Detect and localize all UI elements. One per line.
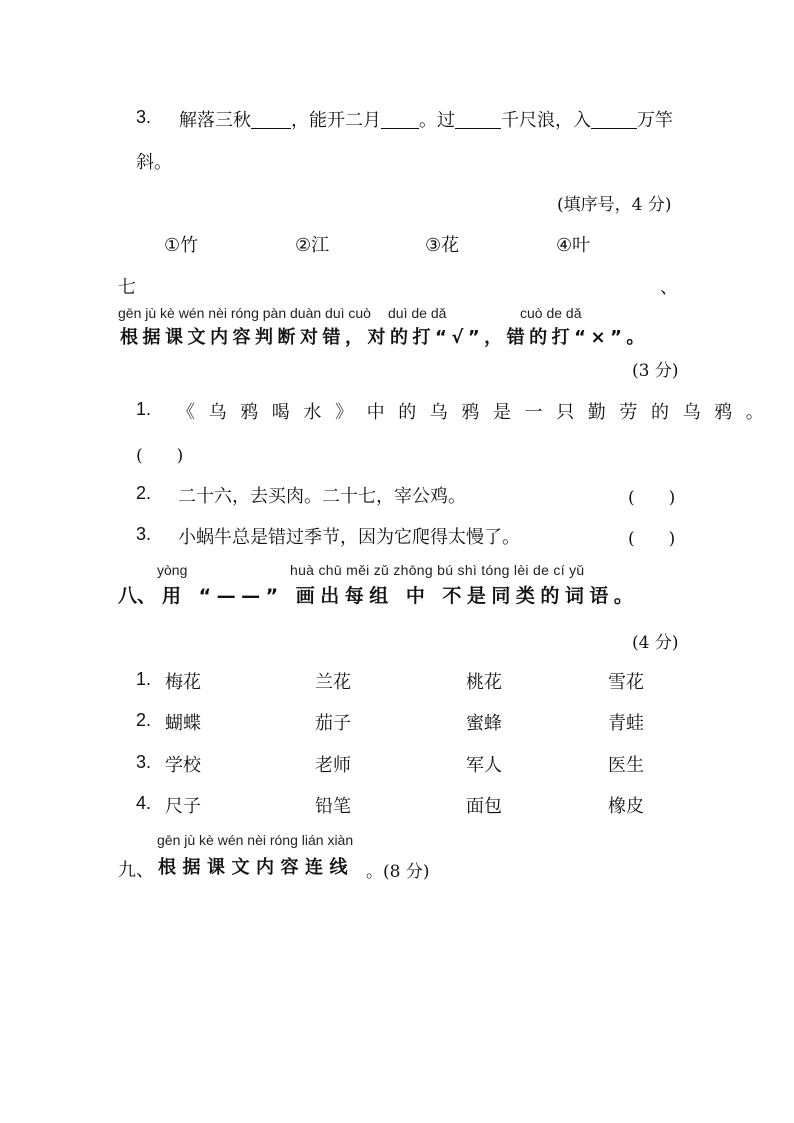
- section8-pinyin-b: huà chū měi zǔ zhōng bú shì tóng lèi de cí yǔ: [290, 562, 585, 578]
- q6-score-note: (填序号，4 分): [557, 195, 672, 215]
- section7-title: 根据课文内容判断对错，对的打“√”，错的打“×”。: [120, 327, 649, 348]
- section8-row4-number: 4.: [136, 793, 152, 813]
- section7-item1-text: 《乌鸦喝水》中的乌鸦是一只勤劳的乌鸦。: [177, 402, 778, 423]
- q6-item3-line2: 斜。: [136, 152, 172, 173]
- q6-item3-text-d: 千尺浪，入: [501, 110, 591, 131]
- q6-item3-text-b: ，能开二月: [291, 110, 381, 131]
- section8-pinyin-a: yòng: [157, 562, 188, 578]
- q6-item3-text-a: 解落三秋: [179, 110, 251, 131]
- section8-row2-number: 2.: [136, 710, 152, 730]
- section9-score: 。(8 分): [366, 862, 430, 882]
- section8-index: 八、: [118, 585, 157, 607]
- answer-blank-3[interactable]: [455, 110, 501, 129]
- section7-item2-number: 2.: [136, 483, 152, 503]
- q6-item3-text-e: 万竿: [637, 110, 673, 131]
- section8-score: (4 分): [632, 633, 679, 653]
- section7-score: (3 分): [632, 361, 679, 381]
- section8-row1-word4[interactable]: 雪花: [608, 672, 644, 693]
- section8-row3-number: 3.: [136, 752, 152, 772]
- section8-row3-word1[interactable]: 学校: [165, 755, 201, 776]
- answer-blank-2[interactable]: [381, 110, 419, 129]
- section8-row2-word4[interactable]: 青蛙: [608, 713, 644, 734]
- section8-row4-word3[interactable]: 面包: [466, 796, 502, 817]
- section8-row4-word1[interactable]: 尺子: [165, 796, 201, 817]
- section7-comma: 、: [660, 277, 678, 298]
- section8-row3-word3[interactable]: 军人: [466, 755, 502, 776]
- section7-item3-text: 小蜗牛总是错过季节，因为它爬得太慢了。: [178, 527, 520, 548]
- section7-index: 七: [118, 277, 136, 298]
- option-3: ③花: [425, 235, 460, 256]
- section8-row3-word4[interactable]: 医生: [608, 755, 644, 776]
- section7-item3-answer[interactable]: ( ): [628, 529, 676, 549]
- section7-pinyin-c: cuò de dǎ: [520, 305, 582, 321]
- section7-pinyin-b: duì de dǎ: [388, 305, 447, 321]
- section8-row4-word4[interactable]: 橡皮: [608, 796, 644, 817]
- section8-row1-number: 1.: [136, 669, 152, 689]
- section7-pinyin-a: gēn jù kè wén nèi róng pàn duàn duì cuò: [118, 305, 371, 321]
- section8-row2-word3[interactable]: 蜜蜂: [466, 713, 502, 734]
- section8-row2-word2[interactable]: 茄子: [315, 713, 351, 734]
- section9-index: 九、: [118, 860, 154, 881]
- section8-title: 用 “——” 画出每组 中 不是同类的词语。: [162, 585, 639, 607]
- q6-item3-line1: [179, 106, 673, 132]
- section8-row1-word2[interactable]: 兰花: [315, 672, 351, 693]
- option-1: ①竹: [164, 235, 199, 256]
- option-2: ②江: [295, 235, 330, 256]
- section7-item1-answer[interactable]: ( ): [136, 446, 184, 466]
- section8-row3-word2[interactable]: 老师: [315, 755, 351, 776]
- section8-row1-word3[interactable]: 桃花: [466, 672, 502, 693]
- section9-pinyin: gēn jù kè wén nèi róng lián xiàn: [157, 832, 354, 848]
- section8-row2-word1[interactable]: 蝴蝶: [165, 713, 201, 734]
- section8-row4-word2[interactable]: 铅笔: [315, 796, 351, 817]
- section9-title: 根据课文内容连线: [158, 857, 354, 878]
- section7-item3-number: 3.: [136, 524, 152, 544]
- answer-blank-1[interactable]: [251, 110, 291, 129]
- answer-blank-4[interactable]: [591, 110, 637, 129]
- section7-item1-number: 1.: [136, 399, 152, 419]
- section8-row1-word1[interactable]: 梅花: [165, 672, 201, 693]
- section7-item2-text: 二十六，去买肉。二十七，宰公鸡。: [178, 486, 466, 507]
- q6-item3-text-c: 。过: [419, 110, 455, 131]
- option-4: ④叶: [556, 235, 591, 256]
- section7-item2-answer[interactable]: ( ): [628, 488, 676, 508]
- q6-item3-number: 3.: [136, 107, 152, 127]
